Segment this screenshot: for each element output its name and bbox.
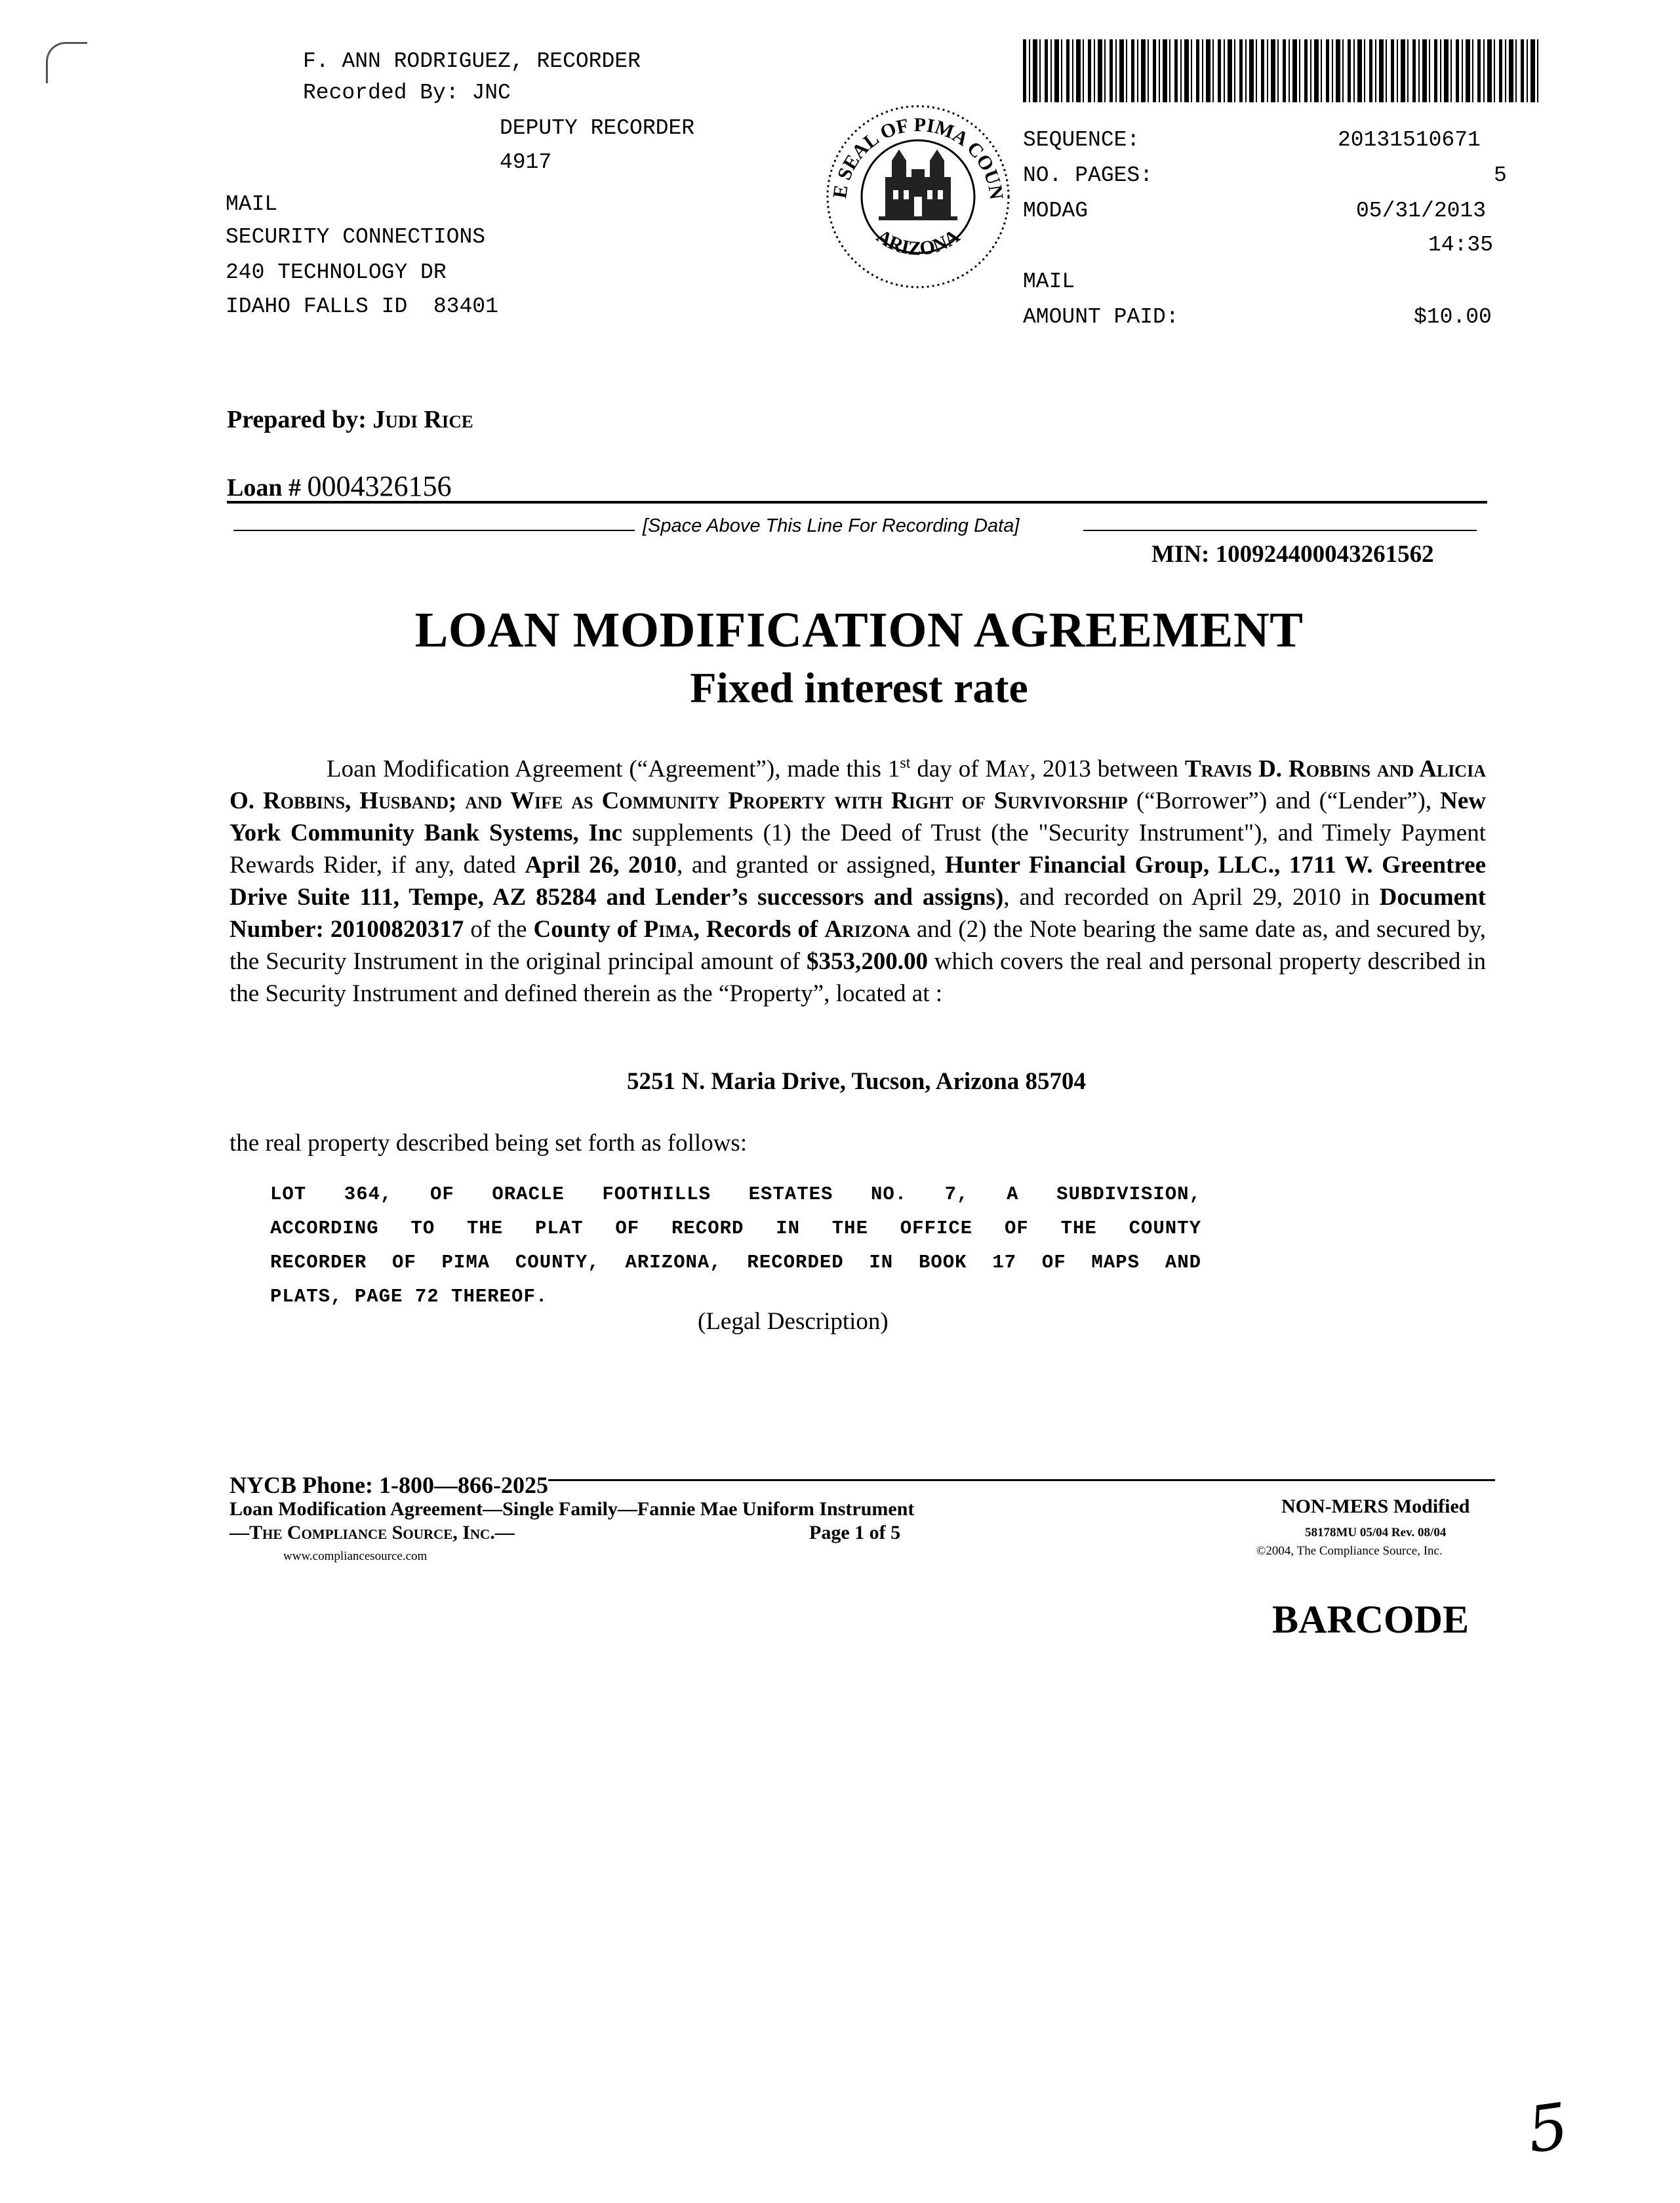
recording-line-left [233,530,635,531]
lender-name: New York Community Bank Systems, Inc [230,787,1487,847]
deed-date: April 26, 2010 [525,852,677,879]
county-seal [820,98,1016,295]
prepared-by-name: Judi Rice [372,406,473,433]
document-title: LOAN MODIFICATION AGREEMENT [414,603,1304,658]
modag-label: MODAG [1023,199,1089,223]
seal-text-bottom: ARIZONA [872,225,964,260]
handwritten-page-mark: 5 [1523,2089,1573,2168]
mail-street: 240 TECHNOLOGY DR [226,260,447,285]
pages-label: NO. PAGES: [1023,163,1153,188]
amount-value: $10.00 [1414,305,1492,329]
legal-line-3: RECORDER OF PIMA COUNTY, ARIZONA, RECORDED IN BOOK 17 OF MAPS AND [270,1252,1201,1273]
document-number: 20100820317 [330,916,464,943]
mail-method: MAIL [1023,269,1075,294]
county-name: Pima [643,916,694,943]
mail-label: MAIL [226,192,278,216]
footer-copyright: ©2004, The Compliance Source, Inc. [1256,1544,1443,1558]
footer-form-title: Loan Modification Agreement—Single Family—Fannie Mae Uniform Instrument [230,1498,915,1520]
deputy-recorder: DEPUTY RECORDER [500,116,695,140]
loan-number-value: 0004326156 [307,470,452,502]
sequence-value: 20131510671 [1338,128,1481,152]
prepared-by [227,405,473,434]
corner-mark [46,42,87,83]
footer-company: —The Compliance Source, Inc.— [230,1522,515,1543]
pages-value: 5 [1494,163,1507,188]
legal-line-1: LOT 364, OF ORACLE FOOTHILLS ESTATES NO. 7, A SUBDIVISION, [270,1183,1201,1205]
recorder-name: F. ANN RODRIGUEZ, RECORDER [303,49,641,73]
state-name: Arizona [824,916,910,943]
loan-rule [227,501,1487,504]
footer-mers: NON-MERS Modified [1281,1496,1470,1517]
footer-barcode-label: BARCODE [1272,1598,1470,1641]
recording-date: 05/31/2013 [1356,199,1487,223]
sequence-label: SEQUENCE: [1023,128,1140,152]
mail-city: IDAHO FALLS ID 83401 [226,294,498,319]
agreement-month: May [985,755,1030,783]
grantee: Hunter Financial Group, LLC., 1711 W. Greentree Drive Suite 111, Tempe, AZ 85284 and Lender’s successors and assigns) [230,852,1486,911]
deputy-number: 4917 [500,150,552,174]
property-address: 5251 N. Maria Drive, Tucson, Arizona 85704 [627,1068,1086,1095]
recording-time: 14:35 [1428,233,1494,257]
legal-description-caption: (Legal Description) [698,1308,889,1335]
seal-graphic [820,98,1016,295]
legal-line-2: ACCORDING TO THE PLAT OF RECORD IN THE OFFICE OF THE COUNTY [270,1218,1201,1239]
min-number: MIN: 100924400043261562 [1151,541,1434,568]
footer-form-code: 58178MU 05/04 Rev. 08/04 [1305,1526,1447,1539]
borrower-names: Travis D. Robbins and Alicia O. Robbins, Husband; and Wife as Community Property with Right of Survivorship [230,755,1486,815]
recording-barcode [1023,39,1541,102]
recorded-by: Recorded By: JNC [303,81,511,105]
recording-space-note: [Space Above This Line For Recording Data] [643,515,1020,536]
document-subtitle: Fixed interest rate [690,664,1028,712]
principal-amount: $353,200.00 [806,948,928,976]
real-property-intro: the real property described being set forth as follows: [230,1130,748,1157]
loan-label: Loan # [227,474,301,502]
recording-line-right [1083,530,1477,531]
footer-website: www.compliancesource.com [283,1549,428,1563]
loan-number [227,469,451,503]
mail-name: SECURITY CONNECTIONS [226,225,486,249]
prepared-by-label: Prepared by: [227,406,367,433]
footer-page-number: Page 1 of 5 [809,1522,901,1543]
amount-label: AMOUNT PAID: [1023,305,1179,329]
agreement-paragraph: Loan Modification Agreement (“Agreement”), made this 1st day of May, 2013 between Travis D. Robbins and Alicia O. Robbins, Husband; and Wife as Community Property with Right of Survivorship (“Borrower”) and (“Lender”), New York Community Bank Systems, Inc supplements (1) the Deed of Trust (the "Security Instrument"), and Timely Payment Rewards Rider, if any, dated April 26, 2010, and granted or assigned, Hunter Financial Group, LLC., 1711 W. Greentree Drive Suite 111, Tempe, AZ 85284 and Lender’s successors and assigns), and recorded on April 29, 2010 in Document Number: 20100820317 of the County of Pima, Records of Arizona and (2) the Note bearing the same date as, and secured by, the Security Instrument in the original principal amount of $353,200.00 which covers the real and personal property described in the Security Instrument and defined therein as the “Property”, located at : [230,755,1487,1008]
legal-line-4: PLATS, PAGE 72 THEREOF. [270,1286,548,1307]
seal-text-top: E SEAL OF PIMA COUN [829,113,1008,201]
legal-description [270,1178,1201,1314]
footer-phone: NYCB Phone: 1-800—866-2025 [230,1472,548,1498]
